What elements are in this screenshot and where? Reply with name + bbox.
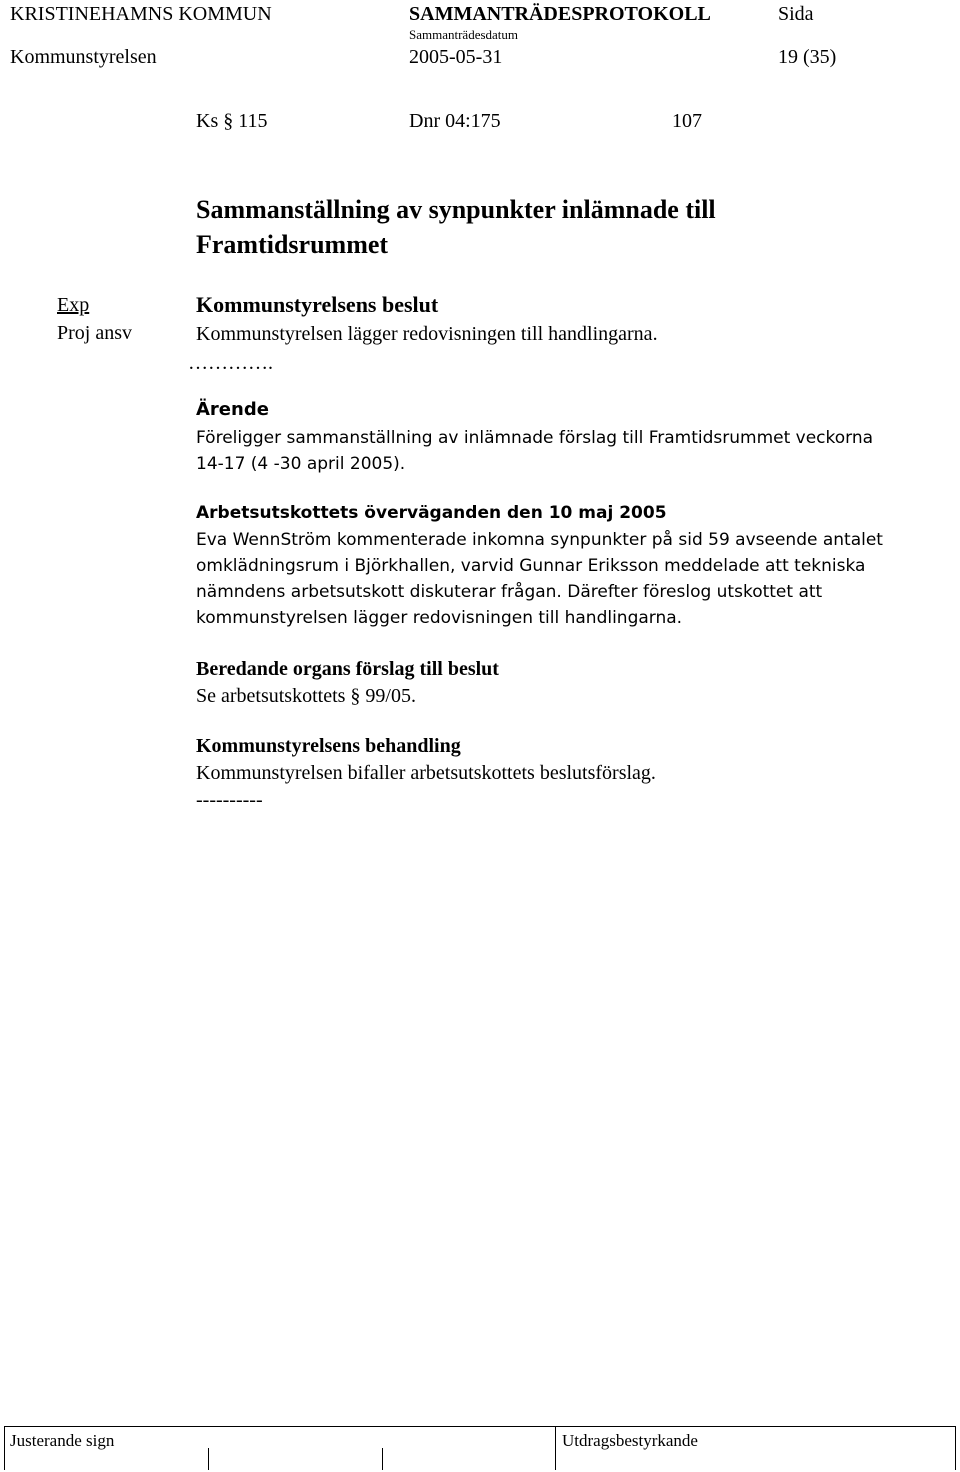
beredande-heading: Beredande organs förslag till beslut xyxy=(196,658,499,680)
date-label: Sammanträdesdatum xyxy=(409,27,519,42)
proj-ansv-label: Proj ansv xyxy=(57,322,132,344)
beredande-text: Se arbetsutskottets § 99/05. xyxy=(196,685,416,707)
arende-line2: 14-17 (4 -30 april 2005). xyxy=(196,454,406,474)
behandling-heading: Kommunstyrelsens behandling xyxy=(196,735,461,757)
au-heading: Arbetsutskottets överväganden den 10 maj 2005 xyxy=(196,503,667,523)
page-label: Sida xyxy=(778,3,814,25)
au-line3: nämndens arbetsutskott diskuterar frågan. Därefter föreslog utskottet att xyxy=(196,582,823,602)
footer-right-rule xyxy=(955,1426,956,1470)
au-line4: kommunstyrelsen lägger redovisningen till handlingarna. xyxy=(196,608,683,628)
arende-line1: Föreligger sammanställning av inlämnade förslag till Framtidsrummet veckorna xyxy=(196,428,874,448)
footer-left-rule xyxy=(4,1426,5,1470)
extract-label: Utdragsbestyrkande xyxy=(562,1431,698,1450)
footer-divider xyxy=(555,1426,556,1470)
decision-text: Kommunstyrelsen lägger redovisningen till handlingarna. xyxy=(196,323,658,345)
closing-dashes: ---------- xyxy=(196,789,263,811)
sign-box-divider-2 xyxy=(382,1448,383,1470)
sign-box-divider-1 xyxy=(208,1448,209,1470)
footer-top-rule xyxy=(4,1426,956,1427)
doc-type: SAMMANTRÄDESPROTOKOLL xyxy=(409,3,711,25)
decision-dots: …………. xyxy=(188,352,273,374)
decision-heading: Kommunstyrelsens beslut xyxy=(196,292,439,317)
body-name: Kommunstyrelsen xyxy=(10,46,157,68)
exp-link[interactable]: Exp xyxy=(57,294,90,316)
au-line1: Eva WennStröm kommenterade inkomna synpunkter på sid 59 avseende antalet xyxy=(196,530,883,550)
page-title-line1: Sammanställning av synpunkter inlämnade till xyxy=(196,195,716,224)
sign-label: Justerande sign xyxy=(10,1431,115,1450)
org-name: KRISTINEHAMNS KOMMUN xyxy=(10,3,272,25)
behandling-text: Kommunstyrelsen bifaller arbetsutskottets beslutsförslag. xyxy=(196,762,656,784)
arende-heading: Ärende xyxy=(196,399,269,420)
au-line2: omklädningsrum i Björkhallen, varvid Gunnar Eriksson meddelade att tekniska xyxy=(196,556,866,576)
paragraph-ref: Ks § 115 xyxy=(196,110,268,132)
page-number: 19 (35) xyxy=(778,46,837,68)
diary-number: Dnr 04:175 xyxy=(409,110,501,132)
ref-code: 107 xyxy=(672,110,702,132)
meeting-date: 2005-05-31 xyxy=(409,46,503,68)
page-title-line2: Framtidsrummet xyxy=(196,230,389,259)
